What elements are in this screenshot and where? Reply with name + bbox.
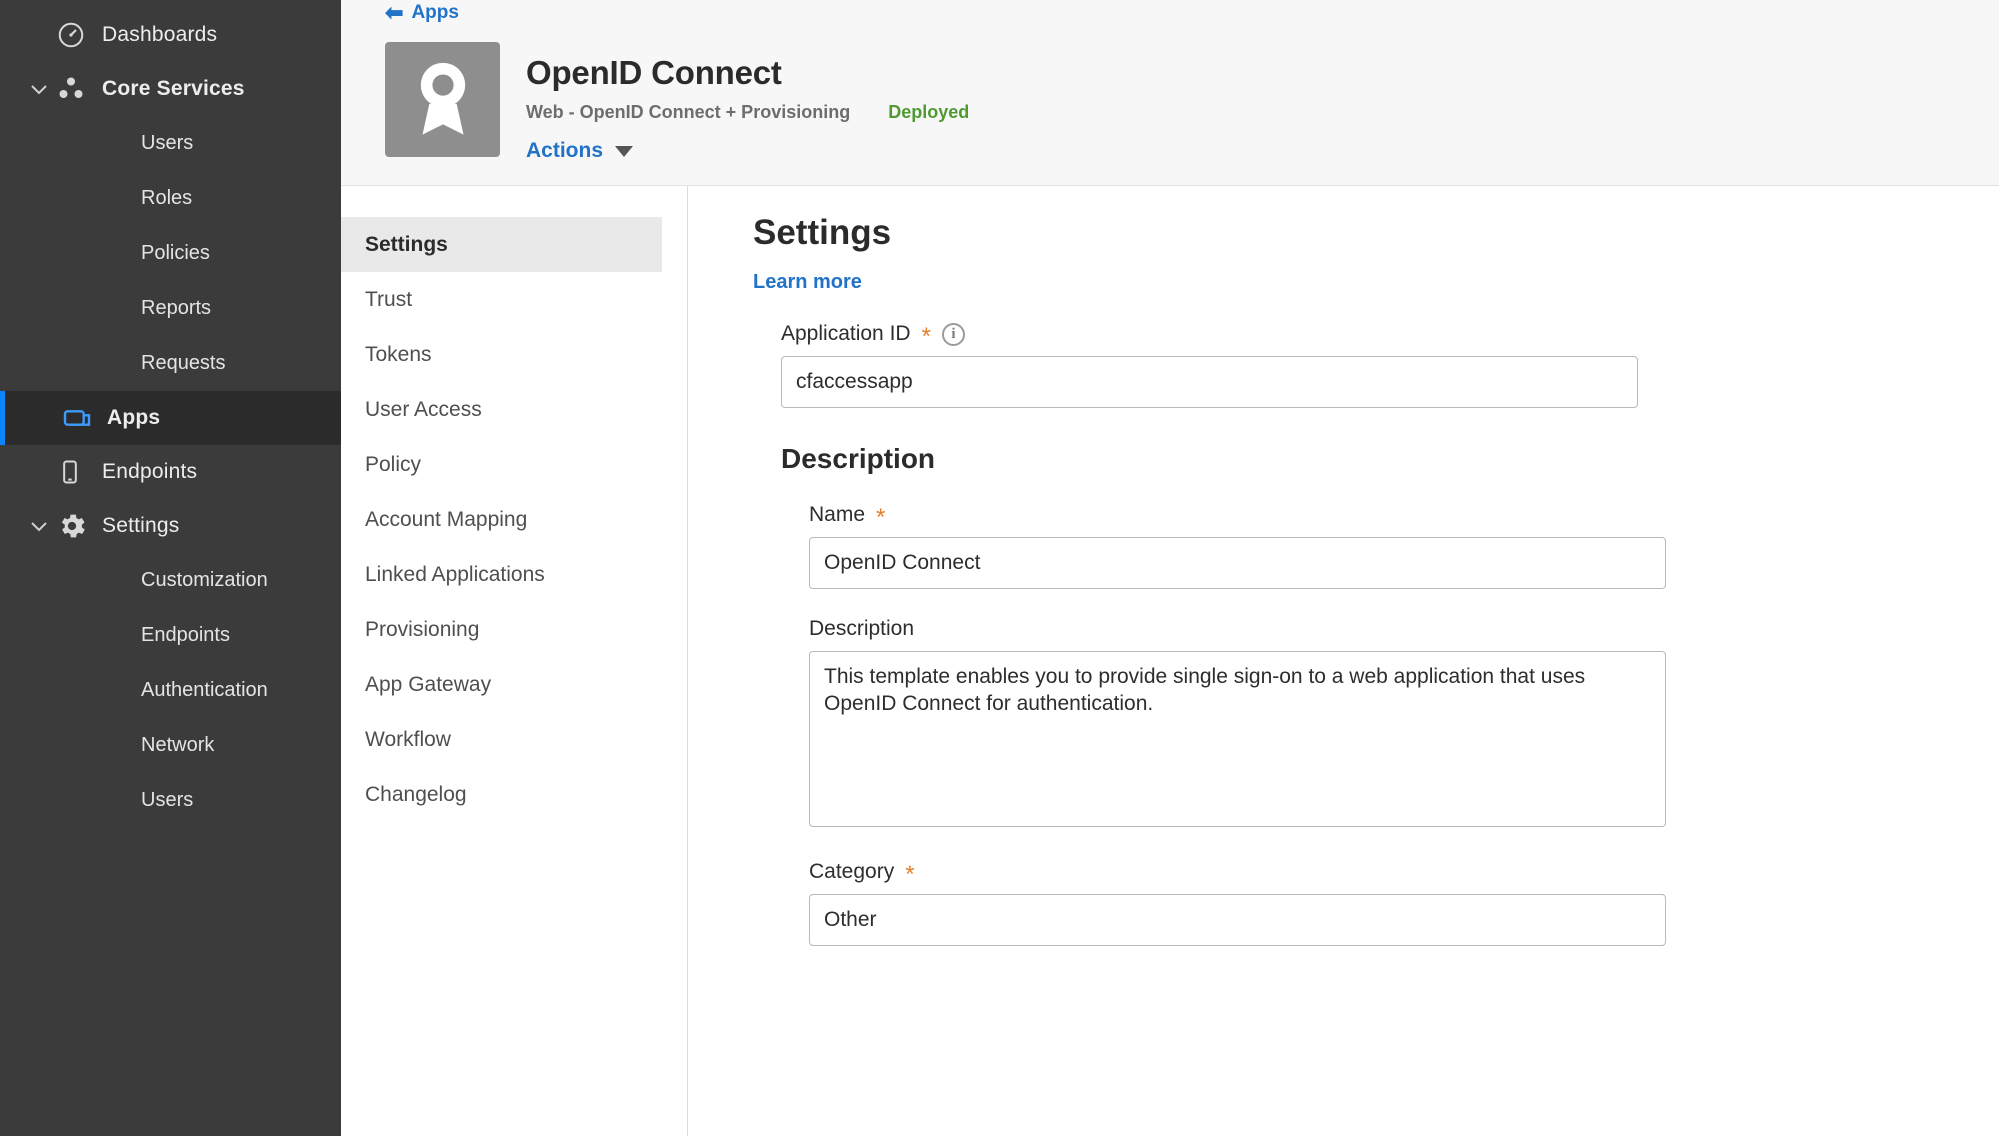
- sidebar-subitem-label: Network: [141, 734, 215, 756]
- application-id-field: [753, 322, 1999, 408]
- tab-app-gateway[interactable]: [341, 657, 662, 712]
- sidebar-item-users[interactable]: [0, 116, 341, 171]
- tab-tokens[interactable]: [341, 327, 662, 382]
- tab-settings[interactable]: [341, 217, 662, 272]
- category-field: [785, 860, 1999, 946]
- sidebar-item-label: Apps: [107, 406, 161, 429]
- sidebar-subitem-label: Roles: [141, 187, 193, 209]
- sidebar-item-label: Dashboards: [102, 23, 218, 46]
- body-area: [341, 186, 1999, 1136]
- chevron-down-icon: [615, 146, 633, 157]
- back-arrow-icon: ⬅: [385, 0, 404, 25]
- sidebar-item-label: Core Services: [102, 77, 245, 100]
- sidebar-item-endpoints[interactable]: [0, 445, 341, 499]
- gear-icon: [56, 510, 102, 542]
- tab-workflow[interactable]: [341, 712, 662, 767]
- tab-linked-applications[interactable]: [341, 547, 662, 602]
- status-badge: Deployed: [888, 102, 970, 122]
- required-marker: *: [905, 861, 915, 888]
- application-id-input[interactable]: [781, 356, 1638, 408]
- main-content: [341, 0, 1999, 1136]
- learn-more-link[interactable]: Learn more: [753, 271, 862, 293]
- name-label: Name: [809, 503, 866, 526]
- tab-policy[interactable]: [341, 437, 662, 492]
- sidebar-item-label: Settings: [102, 514, 180, 537]
- gauge-icon: [56, 20, 102, 50]
- sidebar-item-reports[interactable]: [0, 281, 341, 336]
- sidebar-item-network[interactable]: [0, 718, 341, 773]
- cluster-icon: [56, 74, 102, 104]
- tab-label: Trust: [365, 287, 413, 311]
- tab-trust[interactable]: [341, 272, 662, 327]
- app-summary: [341, 28, 1999, 163]
- tab-label: Provisioning: [365, 617, 480, 641]
- tab-label: User Access: [365, 397, 482, 421]
- sidebar-item-apps[interactable]: [0, 391, 341, 445]
- award-ribbon-icon: [407, 56, 479, 143]
- tab-list: [341, 186, 688, 1136]
- required-marker: *: [921, 323, 931, 350]
- device-icon: [56, 458, 102, 486]
- sidebar-subitem-label: Users: [141, 132, 194, 154]
- breadcrumb[interactable]: [341, 0, 1999, 28]
- settings-panel: [688, 186, 1999, 1136]
- sidebar-subitem-label: Reports: [141, 297, 212, 319]
- tab-user-access[interactable]: [341, 382, 662, 437]
- sidebar-item-dashboards[interactable]: [0, 8, 341, 62]
- tab-label: App Gateway: [365, 672, 492, 696]
- chevron-down-icon[interactable]: [30, 83, 56, 95]
- sidebar-item-roles[interactable]: [0, 171, 341, 226]
- sidebar-item-settings-endpoints[interactable]: [0, 608, 341, 663]
- app-logo: [385, 42, 500, 157]
- description-section-heading: Description: [781, 443, 936, 474]
- name-field: [785, 503, 1999, 589]
- tab-label: Linked Applications: [365, 562, 545, 586]
- tab-changelog[interactable]: [341, 767, 662, 822]
- tab-label: Account Mapping: [365, 507, 528, 531]
- name-input[interactable]: [809, 537, 1666, 589]
- category-input[interactable]: [809, 894, 1666, 946]
- sidebar-item-label: Endpoints: [102, 460, 198, 483]
- sidebar-item-authentication[interactable]: [0, 663, 341, 718]
- sidebar-subitem-label: Policies: [141, 242, 210, 264]
- sidebar-item-settings[interactable]: [0, 499, 341, 553]
- category-label: Category: [809, 860, 895, 883]
- tab-label: Settings: [365, 232, 448, 256]
- actions-label: Actions: [526, 139, 604, 162]
- tab-account-mapping[interactable]: [341, 492, 662, 547]
- page-title: OpenID Connect: [526, 54, 782, 91]
- tab-provisioning[interactable]: [341, 602, 662, 657]
- sidebar-item-customization[interactable]: [0, 553, 341, 608]
- description-textarea[interactable]: [809, 651, 1666, 827]
- sidebar-subitem-label: Users: [141, 789, 194, 811]
- section-heading: Settings: [753, 213, 892, 252]
- sidebar-item-settings-users[interactable]: [0, 773, 341, 828]
- tab-label: Workflow: [365, 727, 451, 751]
- page-header: [341, 0, 1999, 186]
- description-label: Description: [809, 617, 915, 640]
- actions-menu[interactable]: [526, 139, 969, 163]
- apps-icon: [61, 402, 107, 434]
- sidebar-item-requests[interactable]: [0, 336, 341, 391]
- info-icon[interactable]: i: [942, 323, 965, 346]
- app-subtitle: Web - OpenID Connect + Provisioning: [526, 102, 851, 122]
- sidebar-item-policies[interactable]: [0, 226, 341, 281]
- sidebar-item-core-services[interactable]: [0, 62, 341, 116]
- description-field: [785, 617, 1999, 832]
- sidebar-subitem-label: Customization: [141, 569, 268, 591]
- chevron-down-icon[interactable]: [30, 520, 56, 532]
- application-id-label: Application ID: [781, 322, 911, 345]
- sidebar-subitem-label: Authentication: [141, 679, 268, 701]
- sidebar-subitem-label: Endpoints: [141, 624, 230, 646]
- app-meta: [526, 42, 969, 163]
- tab-label: Changelog: [365, 782, 467, 806]
- sidebar: [0, 0, 341, 1136]
- tab-label: Policy: [365, 452, 422, 476]
- sidebar-subitem-label: Requests: [141, 352, 226, 374]
- tab-label: Tokens: [365, 342, 432, 366]
- required-marker: *: [876, 504, 886, 531]
- breadcrumb-label: Apps: [411, 2, 459, 23]
